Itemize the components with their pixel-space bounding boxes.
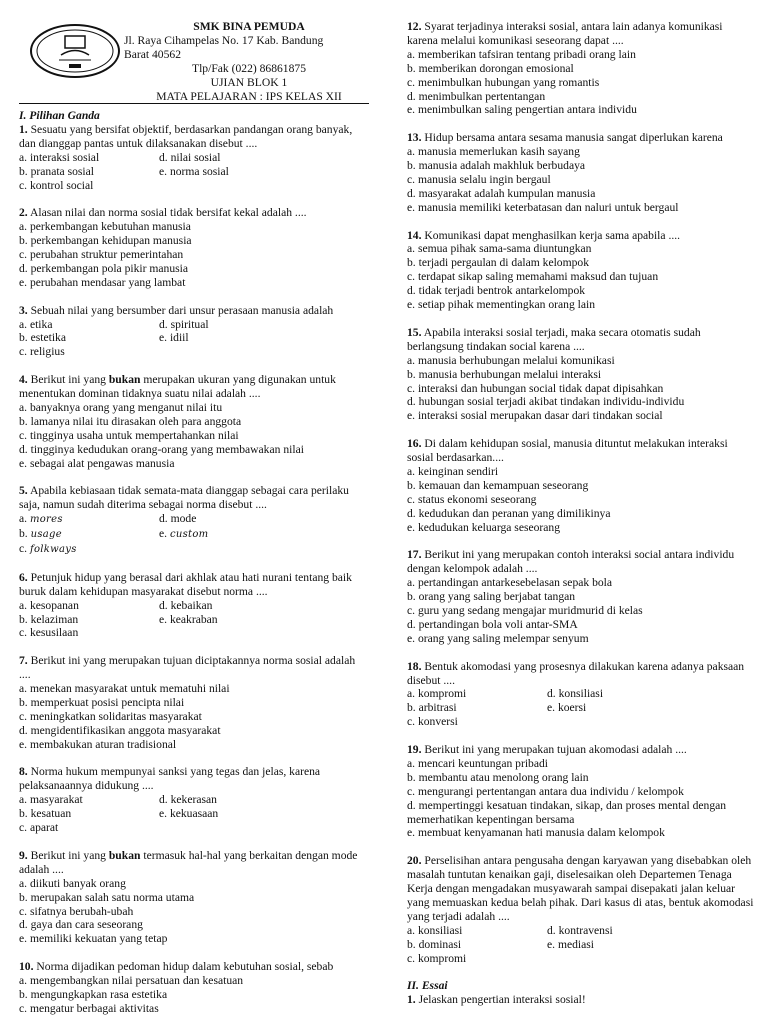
option: e. keakraban [159, 612, 218, 626]
option: d. tingginya kedudukan orang-orang yang membawakan nilai [19, 442, 304, 456]
option: d. kekerasan [159, 793, 217, 807]
question-17: 17. Berikut ini yang merupakan contoh interaksi social antara individu dengan kelompok adalah .... a. pertandingan antarkesebelasan sepak bola b. orang yang saling berjabat tangan c. guru yang sedang mengajar muridmurid di kelas d. pertandingan bola voli antar-SMA e. orang yang saling melempar senyum [407, 548, 755, 645]
section-multiple-choice: I. Pilihan Ganda [19, 109, 100, 122]
question-16: 16. Di dalam kehidupan sosial, manusia dituntut melakukan interaksi sosial berdasarkan.... a. keinginan sendiri b. kemauan dan kemampuan seseorang c. status ekonomi seseorang d. kedudukan dan peranan yang dimilikinya e. kedudukan keluarga seseorang [407, 437, 755, 534]
option: c. kesusilaan [19, 626, 79, 640]
question-19: 19. Berikut ini yang merupakan tujuan akomodasi adalah .... a. mencari keuntungan pribadi b. membantu atau menolong orang lain c. mengurangi pertentangan antara dua individu / kelompok d. mempertinggi kesatuan tindakan, sikap, dan proses mental dengan memerhatikan kepentingan bersama e. membuat kenyamanan hati manusia dalam kelompok [407, 743, 755, 840]
option: c. religius [19, 345, 65, 359]
phone-line: Tlp/Fak (022) 86861875 [192, 61, 306, 75]
option: a. masyarakat [19, 793, 83, 807]
option: e. mediasi [547, 937, 595, 951]
option: a. manusia berhubungan melalui komunikasi [407, 353, 615, 367]
option: e. kekuasaan [159, 807, 219, 821]
option: d. mengidentifikasikan anggota masyarakat [19, 723, 221, 737]
option: d. menimbulkan pertentangan [407, 89, 546, 103]
question-20: 20. Perselisihan antara pengusaha dengan karyawan yang disebabkan oleh masalah tuntutan kenaikan gaji, diselesaikan oleh Departemen Tenaga Kerja dengan mengadakan musyawarah sampai disepakati jalan keluar yang memuaskan kedua belah pihak. Dari kasus di atas, bentuk akomodasi yang terjadi adalah .... a. konsiliasi d. kontravensi b. dominasi e. mediasi c. kompromi [407, 854, 754, 965]
option: a. mencari keuntungan pribadi [407, 756, 549, 770]
option: b. manusia adalah makhluk berbudaya [407, 159, 586, 173]
option: b. estetika [19, 331, 67, 345]
option: e. memiliki kekuatan yang tetap [19, 932, 168, 946]
question-8: 8. Norma hukum mempunyai sanksi yang tegas dan jelas, karena pelaksanaannya didukung .... a. masyarakat d. kekerasan b. kesatuan e. kekuasaan c. aparat [19, 765, 359, 835]
option: e. membakukan aturan tradisional [19, 737, 177, 751]
option: d. nilai sosial [159, 150, 221, 164]
option: a. memberikan tafsiran tentang pribadi orang lain [407, 47, 636, 61]
option: c. manusia selalu ingin bergaul [407, 172, 551, 186]
option: a. diikuti banyak orang [19, 876, 126, 890]
option: c. mengurangi pertentangan antara dua individu / kelompok [407, 784, 684, 798]
exam-header [19, 0, 359, 113]
school-logo [29, 22, 121, 80]
option: b. mengungkapkan rasa estetika [19, 987, 168, 1001]
option: d. kedudukan dan peranan yang dimilikinya [407, 506, 611, 520]
option: e. perubahan mendasar yang lambat [19, 275, 186, 289]
option: c. terdapat sikap saling memahami maksud dan tujuan [407, 270, 659, 284]
option: b. lamanya nilai itu dirasakan oleh para anggota [19, 414, 242, 428]
option: e. idiil [159, 331, 189, 345]
header-text [124, 20, 374, 103]
option: a. manusia memerlukan kasih sayang [407, 145, 580, 159]
option: d. pertandingan bola voli antar-SMA [407, 617, 578, 631]
question-9: 9. Berikut ini yang bukan termasuk hal-hal yang berkaitan dengan mode adalah .... a. diikuti banyak orang b. merupakan salah satu norma utama c. sifatnya berubah-ubah d. gaya dan cara seseorang e. memiliki kekuatan yang tetap [19, 848, 358, 946]
header-divider [19, 103, 369, 104]
option: d. gaya dan cara seseorang [19, 918, 143, 932]
option: c. kompromi [407, 951, 467, 965]
question-15: 15. Apabila interaksi sosial terjadi, maka secara otomatis sudah berlangsung tindakan social karena .... a. manusia berhubungan melalui komunikasi b. manusia berhubungan melalui interaksi c. interaksi dan hubungan social tidak dapat dipisahkan d. hubungan sosial terjadi akibat tindakan individu-individu e. interaksi sosial merupakan dasar dari tindakan social [407, 326, 755, 423]
essay-question-1: 1. Jelaskan pengertian interaksi sosial! [407, 993, 586, 1007]
option: e. sebagai alat pengawas manusia [19, 456, 175, 470]
option: d. spiritual [159, 317, 209, 331]
option: b. terjadi pergaulan di dalam kelompok [407, 256, 590, 270]
option: b. kemauan dan kemampuan seseorang [407, 478, 589, 492]
exam-title: UJIAN BLOK 1 [210, 75, 288, 89]
option: a. banyaknya orang yang menganut nilai itu [19, 400, 223, 414]
question-5: 5. Apabila kebiasaan tidak semata-mata dianggap sebagai cara perilaku saja, namun sudah diterima sebagai norma disebut .... a. mores d. mode b. usage e. custom c. folkways [19, 484, 359, 557]
option: b. membantu atau menolong orang lain [407, 770, 589, 784]
question-12: 12. Syarat terjadinya interaksi sosial, antara lain adanya komunikasi karena melalui komunikasi seseorang dapat .... a. memberikan tafsiran tentang pribadi orang lain b. memberikan dorongan emosional c. menimbulkan hubungan yang romantis d. menimbulkan pertentangan e. menimbulkan saling pengertian antara individu [407, 20, 755, 117]
option: b. perkembangan kehidupan manusia [19, 234, 192, 248]
option: c. aparat [19, 821, 59, 835]
question-1: 1. Sesuatu yang bersifat objektif, berdasarkan pandangan orang banyak, dan dianggap pantas untuk dilaksanakan disebut .... a. interaksi sosial d. nilai sosial b. pranata sosial e. norma sosial c. kontrol social [19, 123, 359, 193]
option: a. kesopanan [19, 598, 79, 612]
address-line-2: Barat 40562 [124, 47, 181, 61]
option: a. menekan masyarakat untuk mematuhi nilai [19, 682, 230, 696]
question-7: 7. Berikut ini yang merupakan tujuan diciptakannya norma sosial adalah .... a. menekan masyarakat untuk mematuhi nilai b. memperkuat posisi pencipta nilai c. meningkatkan solidaritas masyarakat d. mengidentifikasikan anggota masyarakat e. membakukan aturan tradisional [19, 654, 359, 751]
option: c. tingginya usaha untuk mempertahankan nilai [19, 428, 239, 442]
option: e. membuat kenyamanan hati manusia dalam kelompok [407, 826, 665, 840]
option: c. meningkatkan solidaritas masyarakat [19, 709, 202, 723]
option: c. guru yang sedang mengajar muridmurid di kelas [407, 603, 643, 617]
option: a. keinginan sendiri [407, 464, 499, 478]
option: c. folkways [19, 542, 77, 556]
option: b. arbitrasi [407, 701, 457, 715]
address-line-1: Jl. Raya Cihampelas No. 17 Kab. Bandung [124, 33, 324, 47]
question-18: 18. Bentuk akomodasi yang prosesnya dilakukan karena adanya paksaan disebut .... a. kompromi d. konsiliasi b. arbitrasi e. koersi c. konversi [407, 660, 755, 730]
option: d. mode [159, 512, 197, 526]
question-14: 14. Komunikasi dapat menghasilkan kerja sama apabila .... a. semua pihak sama-sama diuntungkan b. terjadi pergaulan di dalam kelompok c. terdapat sikap saling memahami maksud dan tujuan d. tidak terjadi bentrok antarkelompok e. setiap pihak mementingkan orang lain [407, 229, 755, 312]
option: c. kontrol social [19, 178, 94, 192]
option: a. kompromi [407, 687, 467, 701]
option: a. mengembangkan nilai persatuan dan kesatuan [19, 974, 244, 988]
option: e. interaksi sosial merupakan dasar dari tindakan social [407, 409, 663, 423]
option: e. orang yang saling melempar senyum [407, 631, 589, 645]
option: c. mengatur berbagai aktivitas [19, 1001, 159, 1015]
option: a. perkembangan kebutuhan manusia [19, 220, 191, 234]
option: c. status ekonomi seseorang [407, 492, 537, 506]
option: b. manusia berhubungan melalui interaksi [407, 367, 602, 381]
option: d. kontravensi [547, 923, 613, 937]
option: c. interaksi dan hubungan social tidak dapat dipisahkan [407, 381, 664, 395]
option: b. orang yang saling berjabat tangan [407, 590, 576, 604]
option: b. dominasi [407, 937, 462, 951]
option: e. manusia memiliki keterbatasan dan naluri untuk bergaul [407, 200, 679, 214]
question-3: 3. Sebuah nilai yang bersumber dari unsur perasaan manusia adalah a. etika d. spiritual b. estetika e. idiil c. religius [19, 304, 359, 360]
question-13: 13. Hidup bersama antara sesama manusia sangat diperlukan karena a. manusia memerlukan kasih sayang b. manusia adalah makhluk berbudaya c. manusia selalu ingin bergaul d. masyarakat adalah kumpulan manusia e. manusia memiliki keterbatasan dan naluri untuk bergaul [407, 131, 755, 214]
option: c. perubahan struktur pemerintahan [19, 248, 184, 262]
option: d. kebaikan [159, 598, 213, 612]
option: d. konsiliasi [547, 687, 604, 701]
option: a. interaksi sosial [19, 150, 100, 164]
option: e. kedudukan keluarga seseorang [407, 520, 561, 534]
option: e. norma sosial [159, 164, 229, 178]
right-column [407, 20, 755, 1007]
option: e. menimbulkan saling pengertian antara individu [407, 103, 637, 117]
option: d. hubungan sosial terjadi akibat tindakan individu-individu [407, 395, 685, 409]
option: e. koersi [547, 701, 587, 715]
option: b. kelaziman [19, 612, 79, 626]
school-name: SMK BINA PEMUDA [193, 20, 305, 33]
option: c. menimbulkan hubungan yang romantis [407, 75, 600, 89]
option: b. merupakan salah satu norma utama [19, 890, 195, 904]
option: b. kesatuan [19, 807, 72, 821]
option: b. usage [19, 527, 62, 541]
option: b. memberikan dorongan emosional [407, 61, 574, 75]
option: a. pertandingan antarkesebelasan sepak bola [407, 576, 613, 590]
option: e. custom [159, 527, 209, 541]
question-4: 4. Berikut ini yang bukan merupakan ukuran yang digunakan untuk menentukan dominan tidaknya suatu nilai adalah .... a. banyaknya orang yang menganut nilai itu b. lamanya nilai itu dirasakan oleh para anggota c. tingginya usaha untuk mempertahankan nilai d. tingginya kedudukan orang-orang yang membawakan nilai e. sebagai alat pengawas manusia [19, 373, 359, 470]
question-2: 2. Alasan nilai dan norma sosial tidak bersifat kekal adalah .... a. perkembangan kebutuhan manusia b. perkembangan kehidupan manusia c. perubahan struktur pemerintahan d. perkembangan pola pikir manusia e. perubahan mendasar yang lambat [19, 206, 359, 289]
question-6: 6. Petunjuk hidup yang berasal dari akhlak atau hati nurani tentang baik buruk dalam kehidupan masyarakat disebut norma .... a. kesopanan d. kebaikan b. kelaziman e. keakraban c. kesusilaan [19, 571, 359, 641]
option: c. sifatnya berubah-ubah [19, 904, 134, 918]
option: b. memperkuat posisi pencipta nilai [19, 695, 185, 709]
left-column [19, 0, 359, 1030]
option: a. mores [19, 512, 63, 526]
option: a. konsiliasi [407, 923, 463, 937]
subject-line: MATA PELAJARAN : IPS KELAS XII [156, 89, 342, 103]
option: c. konversi [407, 715, 458, 729]
option: d. perkembangan pola pikir manusia [19, 261, 189, 275]
option: a. etika [19, 317, 53, 331]
option: b. pranata sosial [19, 164, 95, 178]
option: a. semua pihak sama-sama diuntungkan [407, 242, 592, 256]
section-essay: II. Essai [407, 979, 448, 993]
option: d. masyarakat adalah kumpulan manusia [407, 186, 596, 200]
option: e. setiap pihak mementingkan orang lain [407, 298, 596, 312]
question-10: 10. Norma dijadikan pedoman hidup dalam kebutuhan sosial, sebab a. mengembangkan nilai persatuan dan kesatuan b. mengungkapkan rasa estetika c. mengatur berbagai aktivitas [19, 960, 359, 1016]
option: d. tidak terjadi bentrok antarkelompok [407, 284, 586, 298]
option: d. mempertinggi kesatuan tindakan, sikap, dan proses mental dengan memerhatikan kepentingan bersama [407, 798, 727, 826]
